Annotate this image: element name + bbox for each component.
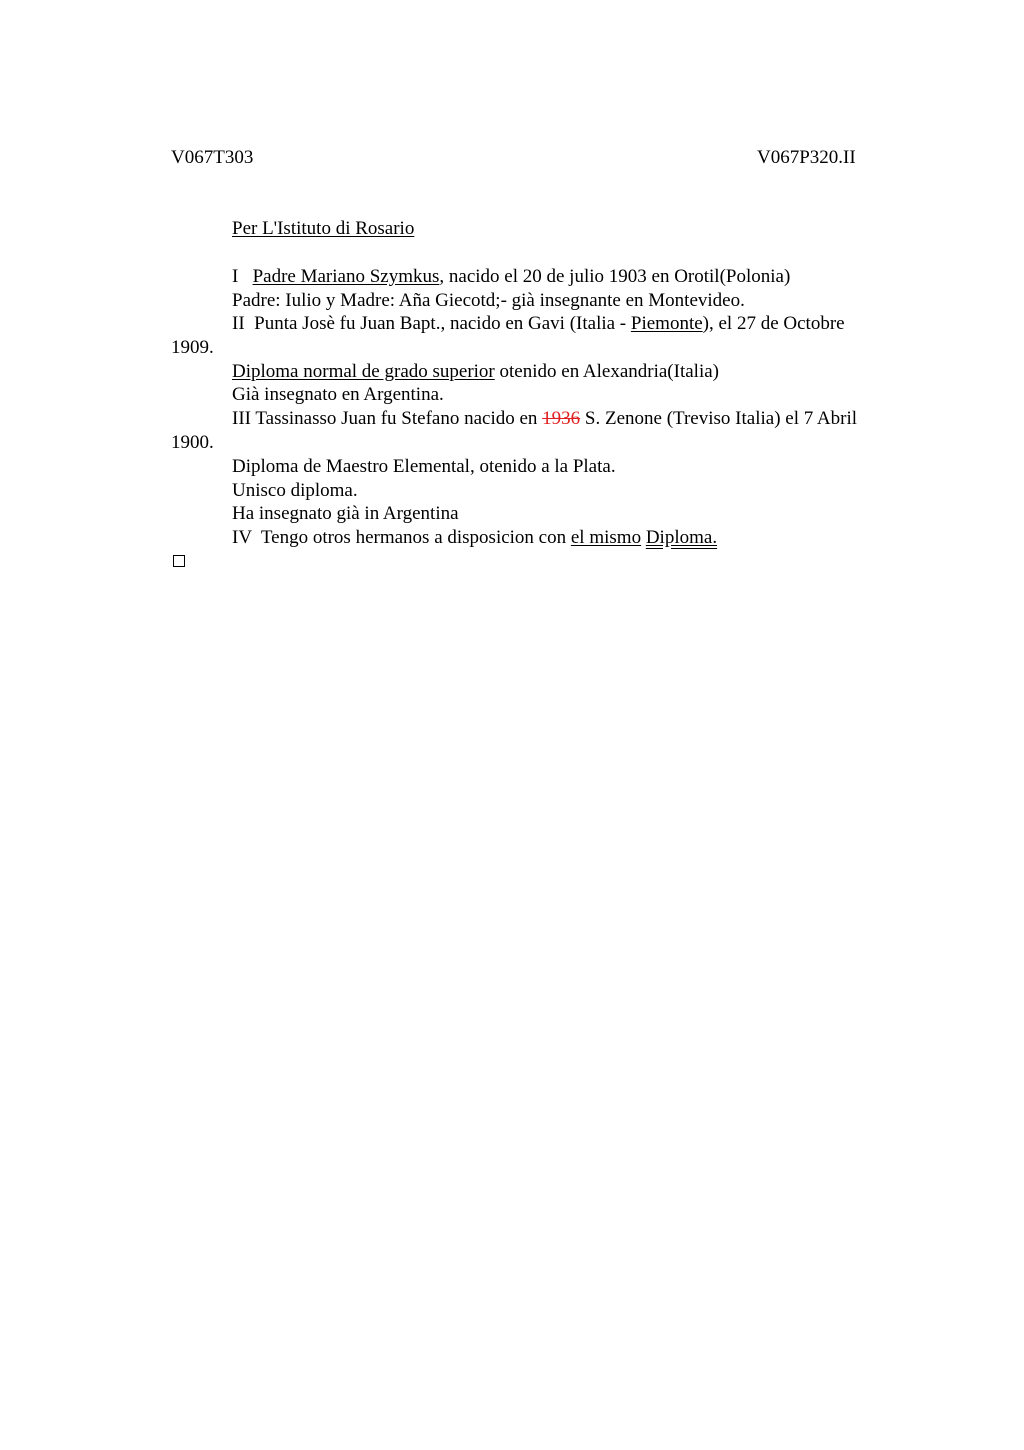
- entry-3-year: 1900.: [171, 432, 214, 453]
- entry-2-start: II Punta Josè fu Juan Bapt., nacido en Gavi (Italia -: [232, 313, 631, 334]
- entry-1-line: [232, 265, 790, 289]
- entry-3-start: III Tassinasso Juan fu Stefano nacido en: [232, 408, 543, 429]
- entry-1-name: Padre Mariano Szymkus: [252, 266, 440, 287]
- entry-4-word: Diploma.: [645, 527, 718, 548]
- entry-2-diploma-rest: otenido en Alexandria(Italia): [494, 361, 719, 382]
- entry-3-end: S. Zenone (Treviso Italia) el 7 Abril: [580, 408, 858, 429]
- entry-4-line: [232, 526, 717, 550]
- entry-2-line: [232, 312, 845, 336]
- document-heading: Per L'Istituto di Rosario: [232, 218, 415, 239]
- entry-2-region: Piemonte: [630, 313, 703, 334]
- entry-3-struck-year: 1936: [542, 408, 581, 429]
- entry-1-numeral: I: [232, 266, 239, 287]
- entry-1-details: , nacido el 20 de julio 1903 en Orotil(Polonia): [439, 266, 791, 287]
- checkbox-icon: [173, 555, 185, 567]
- entry-3-note-1: Unisco diploma.: [232, 480, 358, 501]
- entry-2-diploma-line: [232, 360, 719, 384]
- entry-1-parents: Padre: Iulio y Madre: Aña Giecotd;- già insegnante en Montevideo.: [232, 290, 745, 311]
- entry-3-diploma: Diploma de Maestro Elemental, otenido a la Plata.: [232, 456, 616, 477]
- entry-4-start: IV Tengo otros hermanos a disposicion con: [232, 527, 571, 548]
- entry-2-year: 1909.: [171, 337, 214, 358]
- entry-2-experience: Già insegnato en Argentina.: [232, 384, 444, 405]
- entry-3-note-2: Ha insegnato già in Argentina: [232, 503, 459, 524]
- document-code-right: V067P320.II: [757, 147, 856, 168]
- document-code-left: V067T303: [171, 147, 254, 168]
- entry-2-diploma: Diploma normal de grado superior: [232, 361, 495, 382]
- entry-3-line: [232, 407, 857, 431]
- entry-2-end: ), el 27 de Octobre: [702, 313, 845, 334]
- entry-4-phrase: el mismo: [570, 527, 642, 548]
